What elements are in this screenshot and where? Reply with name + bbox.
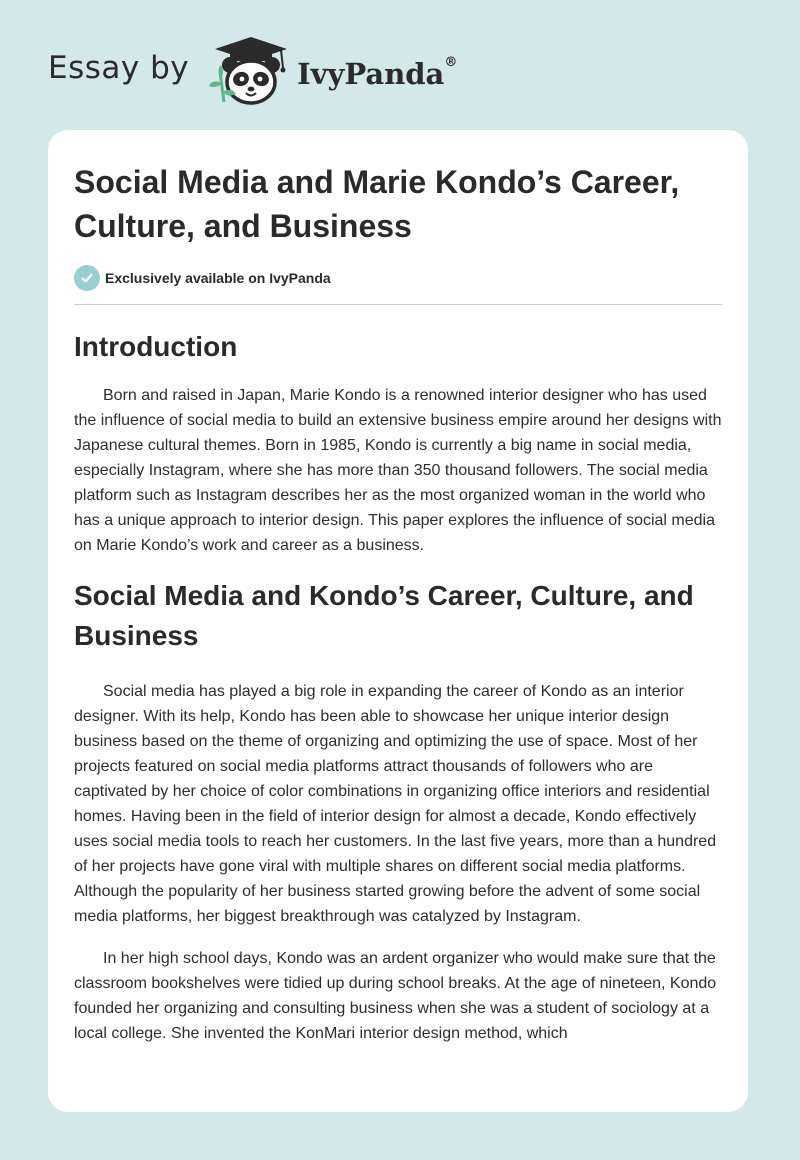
brand-header <box>48 34 457 110</box>
essay-card <box>48 130 748 1112</box>
section-heading-social-media: Social Media and Kondo’s Career, Culture, and Business <box>74 580 694 651</box>
checkmark-icon <box>74 265 100 291</box>
essay-title: Social Media and Marie Kondo’s Career, Culture, and Business <box>74 164 680 244</box>
brand-name <box>297 57 457 91</box>
exclusive-label: Exclusively available on IvyPanda <box>105 270 331 286</box>
paragraph-social-media-1: Social media has played a big role in expanding the career of Kondo as an interior designer. With its help, Kondo has been able to showcase her unique interior design business based on the theme of organizing and optimizing the use of space. Most of her projects featured on social media platforms attract thousands of followers who are captivated by her choice of color combinations in organizing office interiors and residential homes. Having been in the field of interior design for almost a decade, Kondo effectively uses social media tools to reach her customers. In the last five years, more than a hundred of her projects have gone viral with multiple shares on different social media platforms. Although the popularity of her business started growing before the advent of some social media platforms, her biggest breakthrough was catalyzed by Instagram. <box>74 683 717 925</box>
paragraph-social-media-2: In her high school days, Kondo was an ardent organizer who would make sure that the classroom bookshelves were tidied up during school breaks. At the age of nineteen, Kondo founded her organizing and consulting business when she was a student of sociology at a local college. She invented the KonMari interior design method, which <box>74 950 717 1042</box>
brand-name-text: IvyPanda <box>297 57 445 91</box>
exclusive-badge <box>74 264 722 292</box>
paragraph-introduction: Born and raised in Japan, Marie Kondo is a renowned interior designer who has used the influence of social media to build an extensive business empire around her designs with Japanese cultural themes. Born in 1985, Kondo is currently a big name in social media, especially Instagram, where she has more than 350 thousand followers. The social media platform such as Instagram describes her as the most organized woman in the world who has a unique approach to interior design. This paper explores the influence of social media on Marie Kondo’s work and career as a business. <box>74 387 722 554</box>
title-divider <box>74 304 722 305</box>
panda-graduate-icon <box>203 34 295 110</box>
registered-mark: ® <box>444 55 458 70</box>
brand-prefix: Essay by <box>48 50 190 86</box>
section-heading-introduction: Introduction <box>74 331 238 362</box>
